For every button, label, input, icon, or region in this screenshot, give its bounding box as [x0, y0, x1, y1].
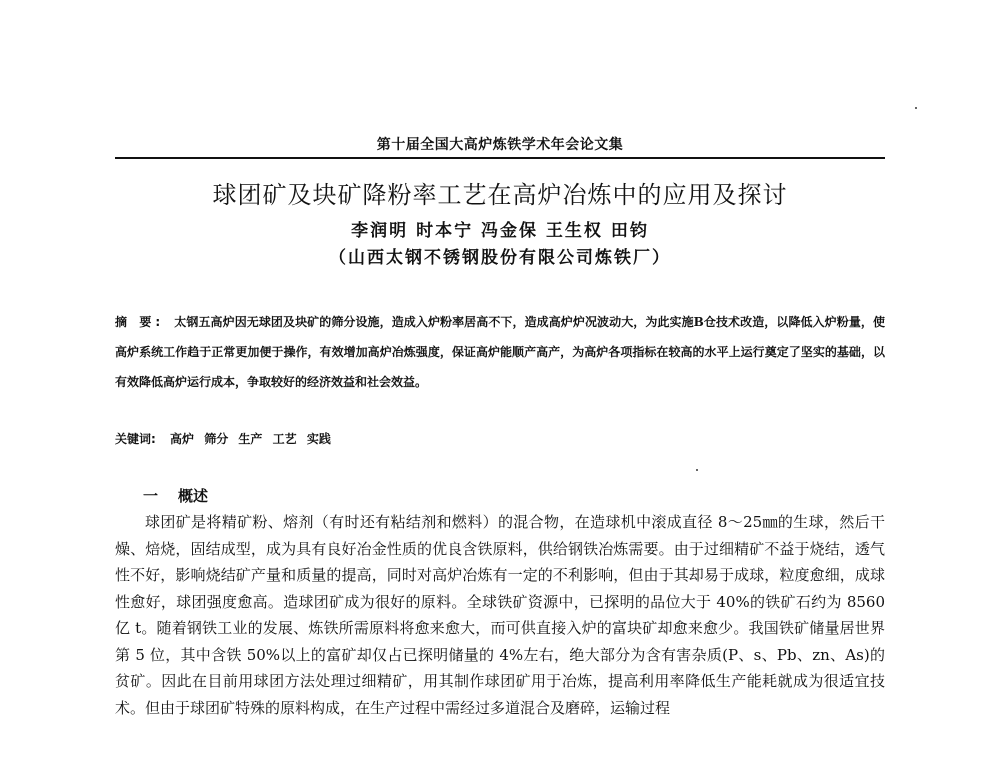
abstract-label: 摘 要: [115, 315, 165, 329]
abstract-text: 太钢五高炉因无球团及块矿的筛分设施，造成入炉粉率居高不下，造成高炉炉况波动大，为此实施B仓技术改造，以降低入炉粉量，使高炉系统工作趋于正常更加便于操作，有效增加高炉冶炼强度，保证高炉能顺产高产，为高炉各项指标在较高的水平上运行奠定了坚实的基础，以有效降低高炉运行成本，争取较好的经济效益和社会效益。 [115, 315, 885, 389]
section-heading [143, 485, 208, 506]
keywords-label: 关键词: [115, 432, 156, 446]
keyword-item: 高炉 [170, 432, 195, 446]
paper-authors: 李润明 时本宁 冯金保 王生权 田钧 [351, 221, 649, 241]
keywords [115, 430, 885, 447]
keyword-item: 实践 [306, 432, 331, 446]
keyword-item: 工艺 [272, 432, 297, 446]
paper-affiliation: （山西太钢不锈钢股份有限公司炼铁厂） [329, 248, 671, 268]
keyword-item: 生产 [238, 432, 263, 446]
abstract [115, 307, 885, 397]
paper-title: 球团矿及块矿降粉率工艺在高炉冶炼中的应用及探讨 [212, 181, 788, 209]
section-title: 概述 [178, 487, 209, 505]
section-number: 一 [143, 487, 159, 505]
running-header: 第十届全国大高炉炼铁学术年会论文集 [376, 137, 624, 153]
scan-speck [915, 107, 917, 109]
header-rule [115, 157, 885, 159]
keyword-item: 筛分 [204, 432, 229, 446]
section-body: 球团矿是将精矿粉、熔剂（有时还有粘结剂和燃料）的混合物，在造球机中滚成直径 8～25㎜的生球，然后干燥、焙烧，固结成型，成为具有良好冶金性质的优良含铁原料，供给钢铁冶炼需要。由于过细精矿不益于烧结，透气性不好，影响烧结矿产量和质量的提高，同时对高炉冶炼有一定的不利影响，但由于其却易于成球，粒度愈细，成球性愈好，球团强度愈高。造球团矿成为很好的原料。全球铁矿资源中，已探明的品位大于 40%的铁矿石约为 8560 亿 t。随着钢铁工业的发展、炼铁所需原料将愈来愈大，而可供直接入炉的富块矿却愈来愈少。我国铁矿储量居世界第 5 位，其中含铁 50%以上的富矿却仅占已探明储量的 4%左右，绝大部分为含有害杂质(P、s、Pb、zn、As)的贫矿。因此在目前用球团方法处理过细精矿，用其制作球团矿用于冶炼，提高利用率降低生产能耗就成为很适宜技术。但由于球团矿特殊的原料构成，在生产过程中需经过多道混合及磨碎，运输过程 [115, 513, 885, 717]
scan-speck [696, 469, 698, 471]
